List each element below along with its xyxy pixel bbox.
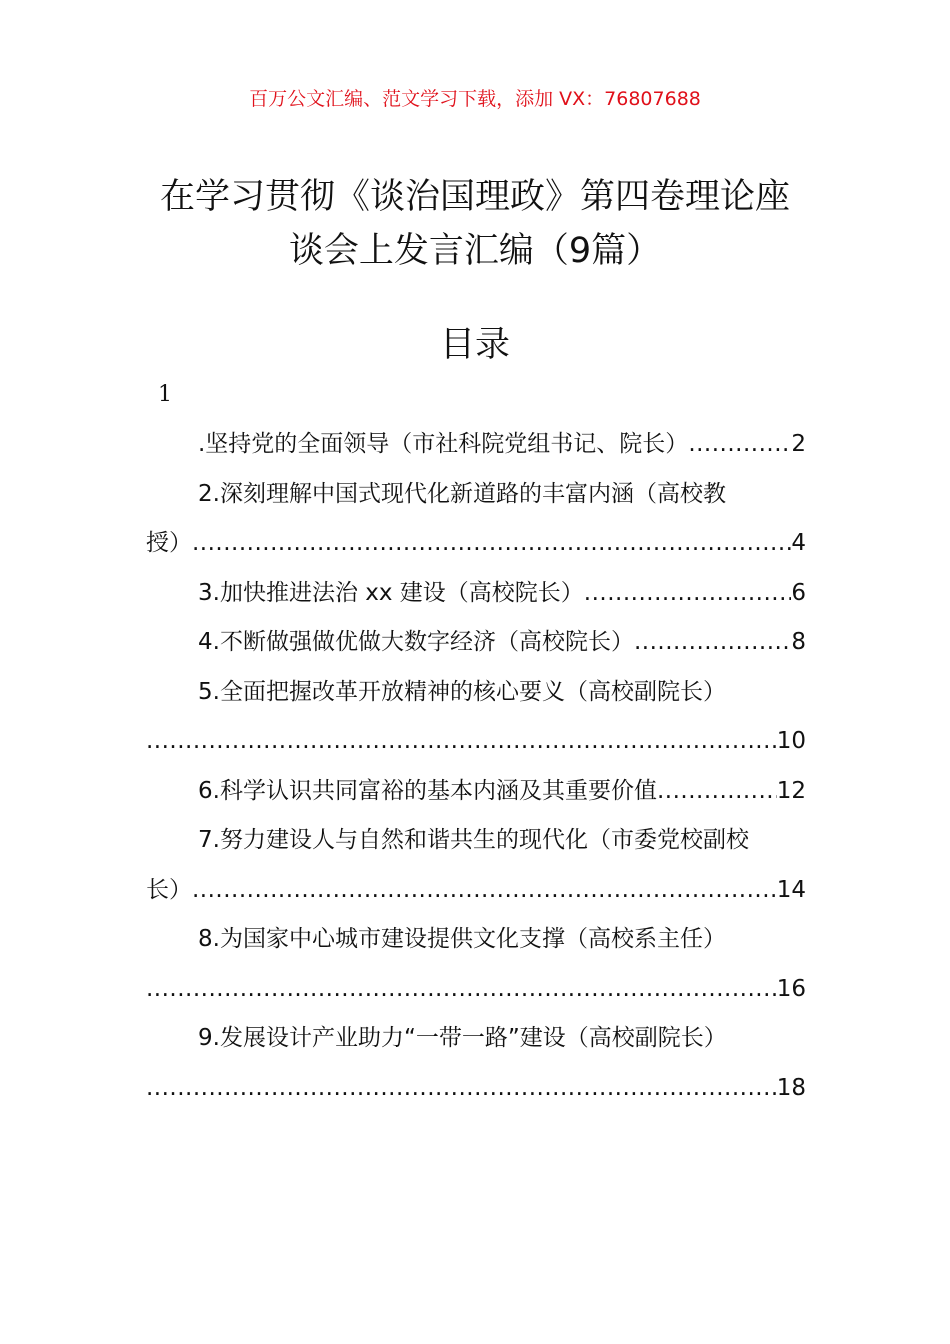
toc-entry-text: 4.不断做强做优做大数字经济（高校院长） (198, 629, 634, 655)
toc-entry-text: .坚持党的全面领导（市社科院党组书记、院长） (198, 431, 689, 457)
toc-entry-text-line1: 5.全面把握改革开放精神的核心要义（高校副院长） (198, 678, 726, 705)
toc-entry-text-line1: 2.深刻理解中国式现代化新道路的丰富内涵（高校教 (198, 480, 726, 507)
toc-entry-page: 4 (791, 530, 806, 556)
toc-entry-text-line1: 9.发展设计产业助力“一带一路”建设（高校副院长） (198, 1025, 727, 1051)
toc-entry-text-line1: 7.努力建设人与自然和谐共生的现代化（市委党校副校 (198, 827, 749, 853)
toc-entry-page: 14 (776, 876, 806, 903)
toc-entry-page: 10 (776, 728, 806, 754)
toc-entry-page: 18 (776, 1074, 806, 1101)
toc-entry-4[interactable] (146, 618, 806, 668)
toc-entry-2[interactable] (146, 470, 806, 569)
dot-leader (146, 965, 777, 1015)
toc-entry-6[interactable] (146, 767, 806, 817)
dot-leader (192, 519, 791, 569)
title-line-1: 在学习贯彻《谈治国理政》第四卷理论座 (159, 177, 790, 217)
dot-leader (657, 767, 777, 817)
toc-entry-page: 8 (791, 629, 806, 655)
toc-heading: 目录 (439, 325, 510, 365)
toc-entry-text-line1: 8.为国家中心城市建设提供文化支撑（高校系主任） (198, 926, 726, 952)
dot-leader (146, 717, 777, 767)
dot-leader (634, 618, 791, 668)
dot-leader (584, 569, 792, 619)
table-of-contents (146, 420, 806, 1113)
dot-leader (192, 866, 777, 916)
toc-entry-8[interactable] (146, 915, 806, 1014)
toc-entry-3[interactable] (146, 569, 806, 619)
toc-entry-page: 6 (791, 579, 806, 606)
dot-leader (688, 420, 791, 470)
toc-orphan-number: 1 (158, 382, 172, 407)
toc-entry-text-line2: 长） (146, 876, 192, 903)
toc-entry-5[interactable] (146, 668, 806, 767)
toc-entry-page: 16 (776, 975, 806, 1002)
toc-entry-7[interactable] (146, 816, 806, 915)
toc-entry-text: 6.科学认识共同富裕的基本内涵及其重要价值 (198, 777, 657, 804)
toc-entry-1[interactable] (146, 420, 806, 470)
toc-entry-9[interactable] (146, 1014, 806, 1113)
document-title (100, 170, 850, 278)
toc-entry-page: 2 (791, 431, 806, 457)
title-line-2: 谈会上发言汇编（9篇） (288, 231, 662, 271)
toc-entry-text-line2: 授） (146, 530, 192, 556)
dot-leader (146, 1064, 777, 1114)
toc-entry-text: 3.加快推进法治 xx 建设（高校院长） (198, 579, 584, 606)
watermark-banner: 百万公文汇编、范文学习下载，添加 VX：76807688 (249, 88, 701, 110)
toc-entry-page: 12 (776, 777, 806, 804)
